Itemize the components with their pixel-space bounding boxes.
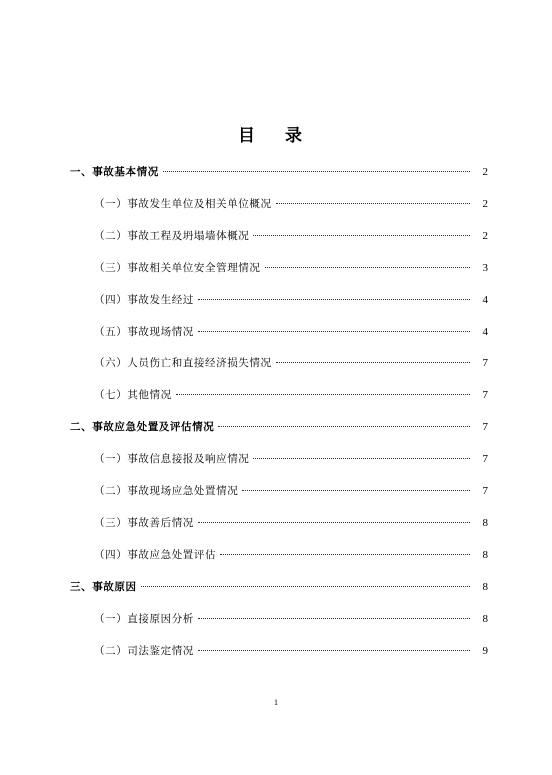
toc-entry-label: 一、事故基本情况 bbox=[70, 166, 159, 178]
toc-entry-label: （三）事故善后情况 bbox=[94, 516, 194, 529]
toc-entry[interactable] bbox=[94, 483, 488, 499]
toc-entry[interactable] bbox=[94, 451, 488, 467]
toc-entry-page: 7 bbox=[482, 389, 488, 402]
toc-entry-page: 7 bbox=[482, 357, 488, 370]
toc-entry-label: （一）事故发生单位及相关单位概况 bbox=[94, 197, 272, 210]
dot-leader bbox=[242, 490, 470, 491]
toc-entry[interactable] bbox=[94, 611, 488, 627]
toc-entry-page: 3 bbox=[482, 261, 488, 274]
toc-entry[interactable] bbox=[94, 355, 488, 371]
toc-entry-page: 7 bbox=[482, 485, 488, 497]
toc-entry-label: 三、事故原因 bbox=[70, 580, 137, 593]
toc-entry[interactable] bbox=[94, 228, 488, 244]
toc-entry-page: 2 bbox=[482, 229, 488, 242]
dot-leader bbox=[198, 299, 470, 300]
toc-entry-page: 8 bbox=[482, 612, 488, 625]
toc-entry-page: 8 bbox=[482, 580, 488, 593]
toc-entry[interactable] bbox=[94, 643, 488, 659]
page-number: 1 bbox=[274, 698, 278, 707]
toc-entry[interactable] bbox=[94, 196, 488, 212]
toc-entry[interactable] bbox=[94, 387, 488, 403]
toc-entry[interactable] bbox=[94, 260, 488, 276]
toc-entry-label: （一）事故信息接报及响应情况 bbox=[94, 453, 250, 466]
toc-entry-page: 8 bbox=[482, 548, 488, 561]
dot-leader bbox=[265, 267, 471, 268]
toc-entry-label: （二）事故现场应急处置情况 bbox=[94, 485, 239, 497]
toc-entry-label: （二）司法鉴定情况 bbox=[94, 644, 194, 657]
toc-entry-label: （一）直接原因分析 bbox=[94, 612, 194, 625]
toc-entry-label: （二）事故工程及坍塌墙体概况 bbox=[94, 229, 250, 242]
toc-entry[interactable] bbox=[94, 515, 488, 531]
toc-entry[interactable] bbox=[70, 579, 488, 595]
dot-leader bbox=[198, 522, 470, 523]
toc-entry-label: （六）人员伤亡和直接经济损失情况 bbox=[94, 357, 272, 370]
toc-entry-page: 8 bbox=[482, 516, 488, 529]
toc-entry-page: 2 bbox=[482, 197, 488, 210]
toc-entry-page: 7 bbox=[482, 453, 488, 466]
toc-entry-label: （四）事故发生经过 bbox=[94, 293, 194, 306]
toc-entry-label: 二、事故应急处置及评估情况 bbox=[70, 421, 215, 434]
toc-entry-label: （七）其他情况 bbox=[94, 389, 172, 402]
toc-entry-label: （四）事故应急处置评估 bbox=[94, 548, 217, 561]
dot-leader bbox=[176, 394, 470, 395]
dot-leader bbox=[276, 362, 470, 363]
toc-entry-page: 4 bbox=[482, 293, 488, 306]
toc-entry-page: 4 bbox=[482, 325, 488, 338]
dot-leader bbox=[218, 426, 470, 427]
toc-entry-label: （三）事故相关单位安全管理情况 bbox=[94, 261, 261, 274]
toc-entry[interactable] bbox=[94, 324, 488, 340]
dot-leader bbox=[163, 171, 470, 172]
toc-entry[interactable] bbox=[94, 292, 488, 308]
dot-leader bbox=[253, 458, 470, 459]
dot-leader bbox=[198, 650, 470, 651]
dot-leader bbox=[198, 618, 470, 619]
toc-entry-page: 2 bbox=[482, 166, 488, 178]
toc-entry-page: 7 bbox=[482, 421, 488, 434]
dot-leader bbox=[276, 203, 470, 204]
dot-leader bbox=[220, 554, 470, 555]
dot-leader bbox=[253, 235, 470, 236]
toc-entry[interactable] bbox=[70, 419, 488, 435]
toc-entry-page: 9 bbox=[482, 644, 488, 657]
dot-leader bbox=[141, 586, 470, 587]
toc-entry-label: （五）事故现场情况 bbox=[94, 325, 194, 338]
dot-leader bbox=[198, 331, 470, 332]
toc-entry[interactable] bbox=[70, 164, 488, 180]
toc-title: 目 录 bbox=[238, 126, 314, 146]
toc-entry[interactable] bbox=[94, 547, 488, 563]
